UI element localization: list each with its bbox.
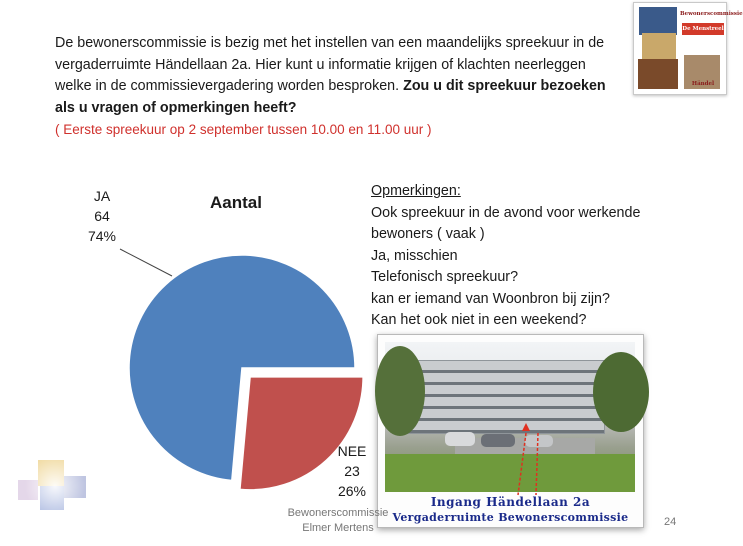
slice-label-ja-value: 64 [94,208,110,224]
remarks-line: kan er iemand van Woonbron bij zijn? [371,290,610,307]
photo-caption-entrance: Ingang Händellaan 2a [430,495,591,509]
leader-line-ja [120,249,172,276]
remarks-panel [371,181,701,332]
logo-title-3: Händel [691,81,715,87]
intro-note: ( Eerste spreekuur op 2 september tussen 10.00 en 11.00 uur ) [55,122,432,137]
building-photo-frame [377,334,644,528]
remarks-line: Ja, misschien [371,247,458,264]
slice-label-nee [330,441,374,501]
slice-label-nee-percent: 26% [337,483,367,499]
arrow-line [518,433,526,495]
footer-line-1: Bewonerscommissie [287,507,389,519]
arrow-head [522,423,530,431]
intro-question: Zou u dit spreekuur bezoeken als u vragen of opmerkingen heeft? [55,78,606,116]
remarks-line: Kan het ook niet in een weekend? [371,312,587,328]
slide-footer [280,506,396,536]
logo-title-1: Bewonerscommissie [680,11,743,17]
slice-label-nee-category: NEE [337,443,367,459]
remarks-line: Telefonisch spreekuur? [371,269,519,285]
slice-label-nee-value: 23 [344,463,360,479]
slice-label-ja-category: JA [93,188,111,204]
slice-label-ja-percent: 74% [87,228,117,244]
remarks-line: Ook spreekuur in de avond voor werkende bewoners ( vaak ) [371,204,641,242]
photo-caption-room: Vergaderruimte Bewonerscommissie [392,511,629,524]
page-number: 24 [664,516,677,528]
logo-title-2: De Menstreel [682,26,724,32]
intro-text: De bewonerscommissie is bezig met het instellen van een maandelijks spreekuur in de vergaderruimte Händellaan 2a. Hier kunt u informatie krijgen of klachten neerleggen welke in de commissievergadering worden besproken. [55,35,605,94]
remarks-heading: Opmerkingen: [371,183,461,199]
arrow-line [536,433,538,495]
chart-title: Aantal [210,193,262,212]
slice-label-ja [80,186,124,246]
footer-line-2: Elmer Mertens [302,522,374,534]
